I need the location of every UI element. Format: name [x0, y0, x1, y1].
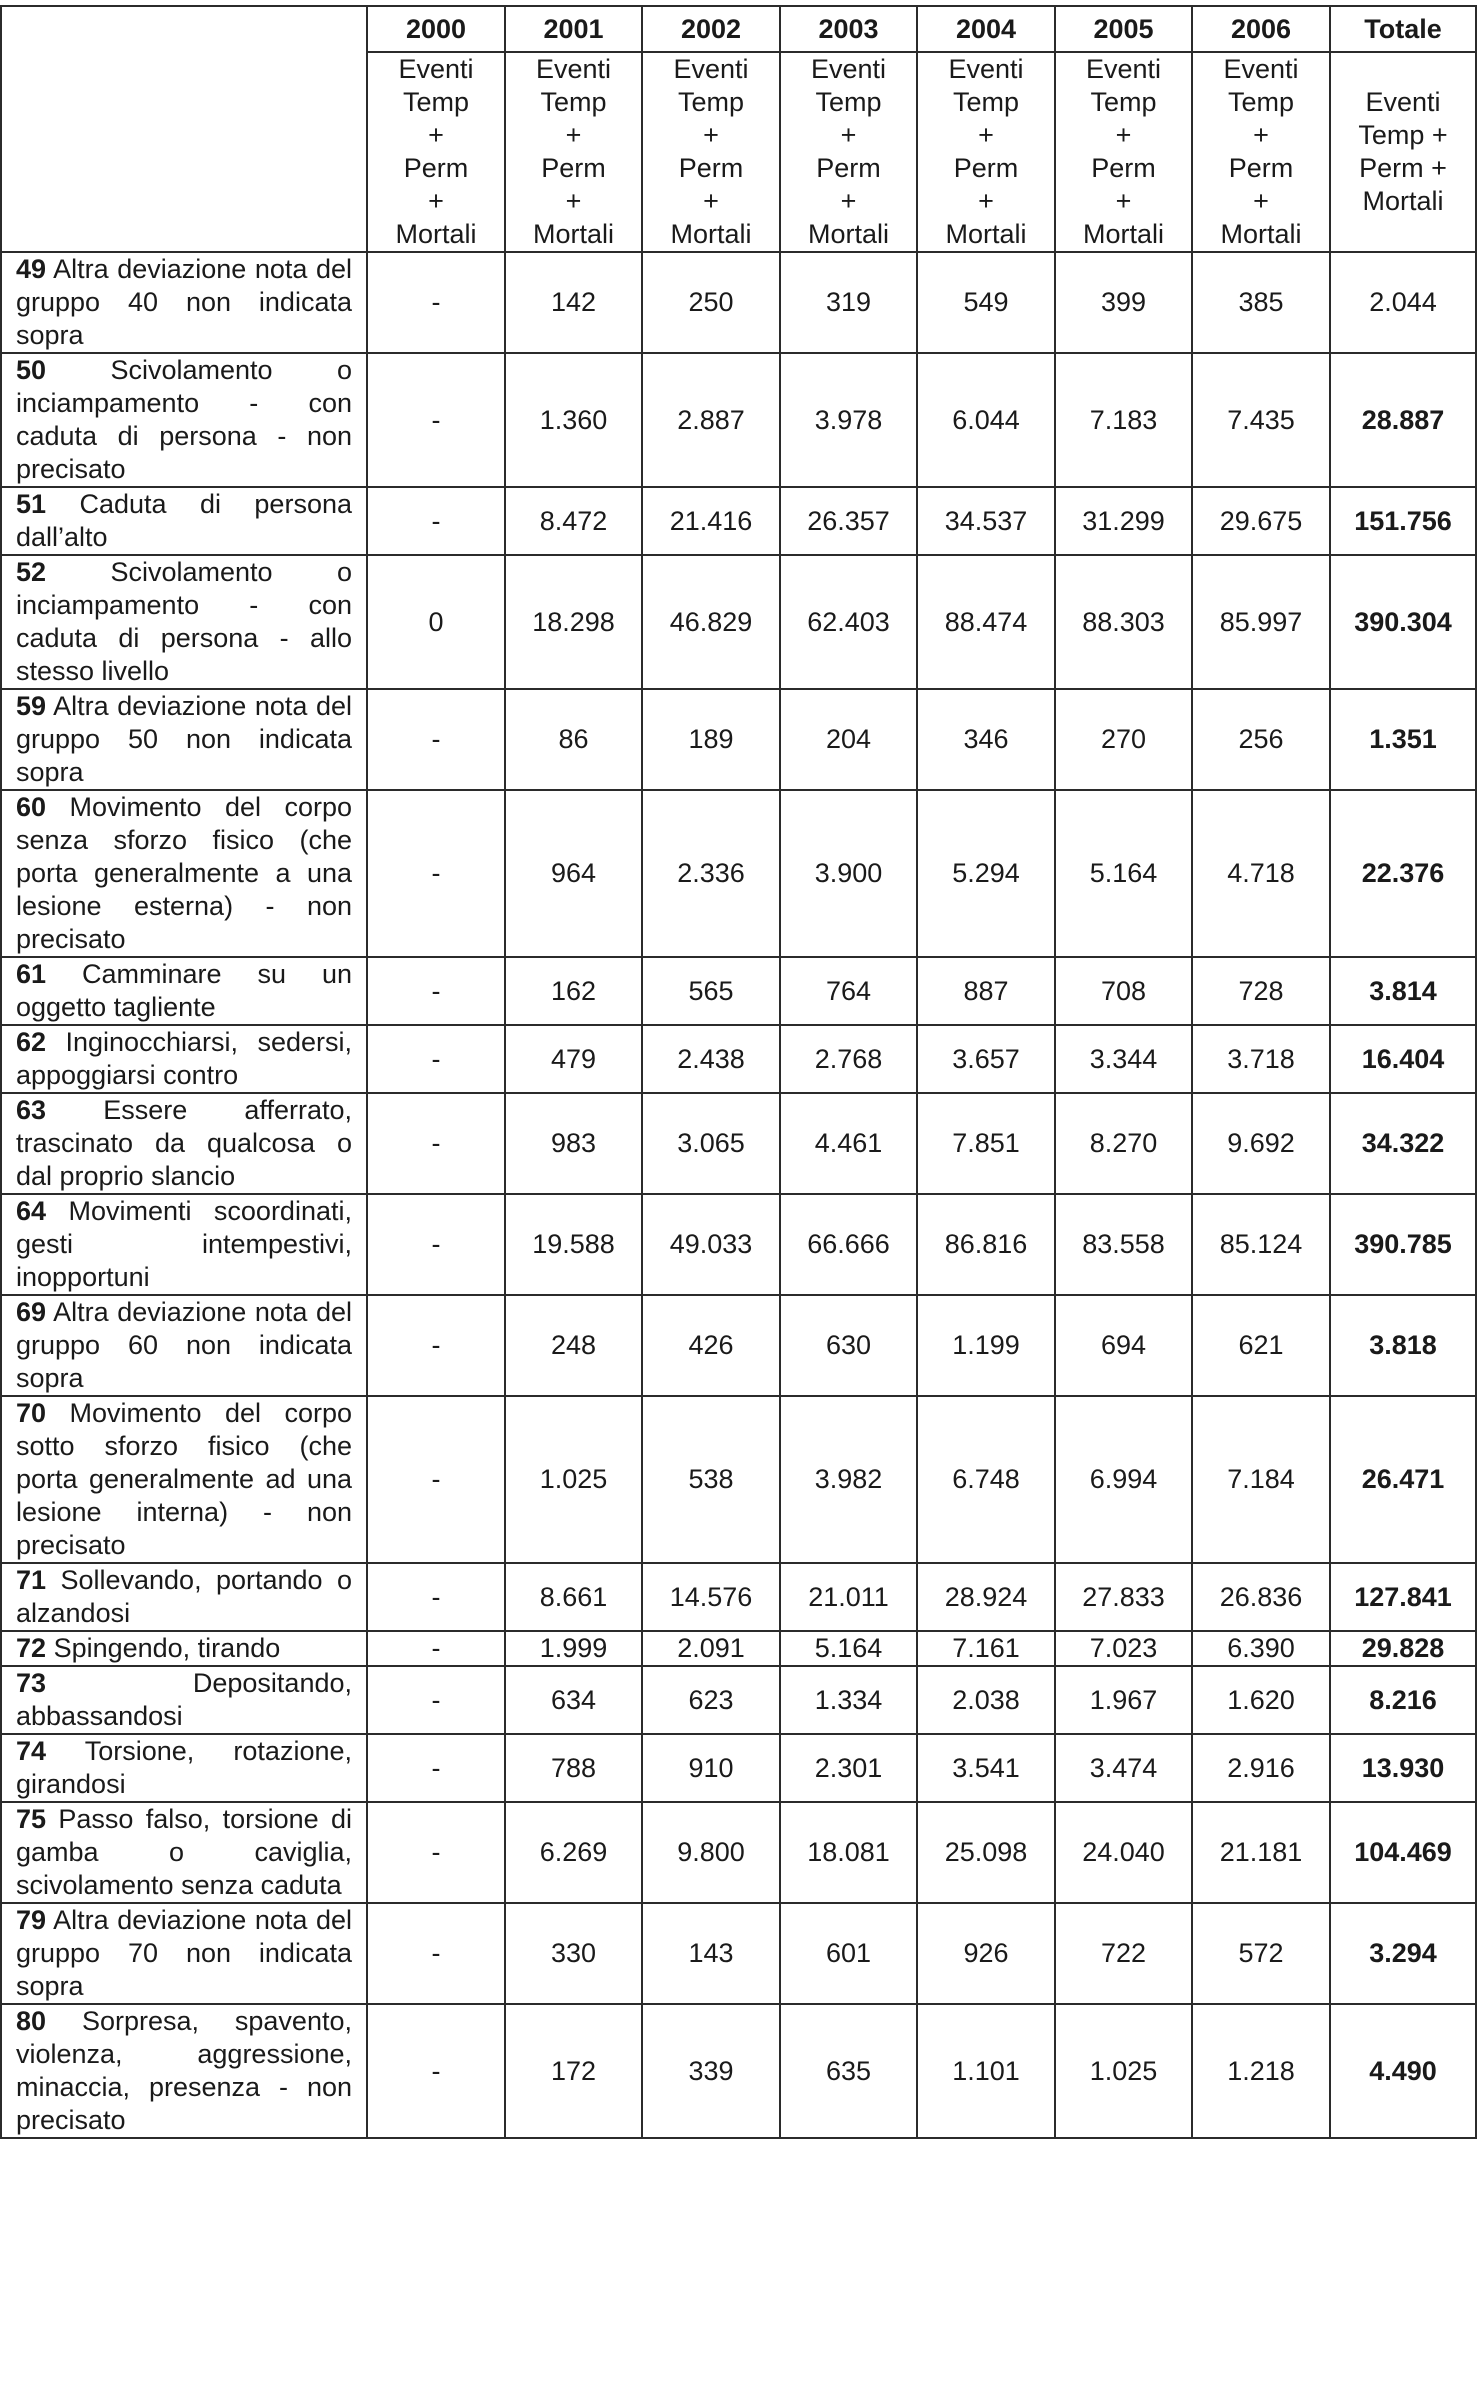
value-cell: - [367, 1025, 505, 1093]
value-cell: 4.461 [780, 1093, 917, 1194]
row-description: Altra deviazione nota del gruppo 50 non indicata sopra [16, 691, 352, 787]
value-cell: 1.025 [505, 1396, 642, 1563]
value-cell: 1.101 [917, 2004, 1055, 2138]
row-description: Altra deviazione nota del gruppo 70 non indicata sopra [16, 1905, 352, 2001]
total-cell: 3.818 [1330, 1295, 1476, 1396]
value-cell: 426 [642, 1295, 780, 1396]
value-cell: 2.768 [780, 1025, 917, 1093]
subheader-text: Eventi Temp + Perm + Mortali [1220, 54, 1302, 249]
value-cell: 601 [780, 1903, 917, 2004]
value-cell: 1.360 [505, 353, 642, 487]
value-cell: 8.661 [505, 1563, 642, 1631]
value-cell: 1.218 [1192, 2004, 1330, 2138]
table-row [1, 2004, 1476, 2138]
value-cell: - [367, 1194, 505, 1295]
value-cell: 6.044 [917, 353, 1055, 487]
value-cell: 399 [1055, 252, 1192, 353]
row-description: Scivolamento o inciampamento - con caduta di persona - allo stesso livello [16, 557, 352, 686]
total-cell: 390.785 [1330, 1194, 1476, 1295]
row-label [1, 353, 367, 487]
value-cell: 86 [505, 689, 642, 790]
value-cell: 85.997 [1192, 555, 1330, 689]
row-code: 50 [16, 355, 47, 385]
row-code: 74 [16, 1736, 47, 1766]
value-cell: 2.916 [1192, 1734, 1330, 1802]
row-code: 79 [16, 1905, 47, 1935]
value-cell: 708 [1055, 957, 1192, 1025]
row-description: Sorpresa, spavento, violenza, aggressione, minaccia, presenza - non precisato [16, 2006, 352, 2135]
value-cell: 3.718 [1192, 1025, 1330, 1093]
value-cell: 764 [780, 957, 917, 1025]
row-label [1, 1734, 367, 1802]
value-cell: 18.298 [505, 555, 642, 689]
subheader-cell [505, 52, 642, 252]
column-header-2000: 2000 [367, 6, 505, 52]
row-code: 75 [16, 1804, 47, 1834]
value-cell: - [367, 1734, 505, 1802]
value-cell: - [367, 2004, 505, 2138]
value-cell: 19.588 [505, 1194, 642, 1295]
row-code: 62 [16, 1027, 47, 1057]
value-cell: 7.184 [1192, 1396, 1330, 1563]
value-cell: 88.303 [1055, 555, 1192, 689]
value-cell: 7.023 [1055, 1631, 1192, 1666]
row-description: Sollevando, portando o alzandosi [16, 1565, 352, 1628]
row-label [1, 1631, 367, 1666]
value-cell: 9.692 [1192, 1093, 1330, 1194]
total-cell: 3.814 [1330, 957, 1476, 1025]
table-row [1, 1666, 1476, 1734]
row-code: 69 [16, 1297, 47, 1327]
value-cell: - [367, 353, 505, 487]
value-cell: 3.657 [917, 1025, 1055, 1093]
value-cell: 694 [1055, 1295, 1192, 1396]
value-cell: 142 [505, 252, 642, 353]
value-cell: 21.416 [642, 487, 780, 555]
value-cell: 623 [642, 1666, 780, 1734]
total-cell: 8.216 [1330, 1666, 1476, 1734]
row-code: 52 [16, 557, 47, 587]
total-cell: 29.828 [1330, 1631, 1476, 1666]
subheader-text: Eventi Temp + Perm + Mortali [807, 54, 889, 249]
value-cell: 319 [780, 252, 917, 353]
table-row [1, 1631, 1476, 1666]
row-label [1, 487, 367, 555]
total-cell: 151.756 [1330, 487, 1476, 555]
value-cell: 2.091 [642, 1631, 780, 1666]
row-label [1, 1025, 367, 1093]
value-cell: 14.576 [642, 1563, 780, 1631]
value-cell: 26.357 [780, 487, 917, 555]
value-cell: 24.040 [1055, 1802, 1192, 1903]
subheader-cell [642, 52, 780, 252]
value-cell: 910 [642, 1734, 780, 1802]
row-code: 72 [16, 1633, 47, 1663]
value-cell: 572 [1192, 1903, 1330, 2004]
value-cell: 7.851 [917, 1093, 1055, 1194]
value-cell: 25.098 [917, 1802, 1055, 1903]
subheader-text: Eventi Temp + Perm + Mortali [670, 54, 752, 249]
row-label [1, 1093, 367, 1194]
value-cell: 1.334 [780, 1666, 917, 1734]
table-row [1, 790, 1476, 957]
value-cell: 2.038 [917, 1666, 1055, 1734]
row-code: 49 [16, 254, 47, 284]
value-cell: 8.472 [505, 487, 642, 555]
value-cell: - [367, 957, 505, 1025]
row-label [1, 957, 367, 1025]
value-cell: 479 [505, 1025, 642, 1093]
column-header-2003: 2003 [780, 6, 917, 52]
value-cell: 1.199 [917, 1295, 1055, 1396]
value-cell: 2.887 [642, 353, 780, 487]
row-code: 70 [16, 1398, 47, 1428]
row-code: 59 [16, 691, 47, 721]
value-cell: 143 [642, 1903, 780, 2004]
value-cell: 635 [780, 2004, 917, 2138]
value-cell: 3.978 [780, 353, 917, 487]
value-cell: - [367, 487, 505, 555]
row-label [1, 1666, 367, 1734]
table-row [1, 1734, 1476, 1802]
column-header-2004: 2004 [917, 6, 1055, 52]
row-label [1, 689, 367, 790]
value-cell: 86.816 [917, 1194, 1055, 1295]
value-cell: 1.967 [1055, 1666, 1192, 1734]
value-cell: - [367, 1563, 505, 1631]
total-cell: 4.490 [1330, 2004, 1476, 2138]
table-row [1, 353, 1476, 487]
value-cell: 21.011 [780, 1563, 917, 1631]
row-label [1, 1295, 367, 1396]
value-cell: 3.474 [1055, 1734, 1192, 1802]
subheader-cell [1330, 52, 1476, 252]
table-row [1, 1802, 1476, 1903]
row-label [1, 1396, 367, 1563]
total-cell: 390.304 [1330, 555, 1476, 689]
row-label [1, 1903, 367, 2004]
value-cell: 27.833 [1055, 1563, 1192, 1631]
total-cell: 104.469 [1330, 1802, 1476, 1903]
row-label [1, 555, 367, 689]
row-description: Torsione, rotazione, girandosi [16, 1736, 352, 1799]
row-label [1, 790, 367, 957]
value-cell: 634 [505, 1666, 642, 1734]
table-row [1, 1563, 1476, 1631]
value-cell: 21.181 [1192, 1802, 1330, 1903]
value-cell: 8.270 [1055, 1093, 1192, 1194]
value-cell: 88.474 [917, 555, 1055, 689]
value-cell: 31.299 [1055, 487, 1192, 555]
row-description: Essere afferrato, trascinato da qualcosa o dal proprio slancio [16, 1095, 352, 1191]
row-code: 80 [16, 2006, 47, 2036]
table-row [1, 1903, 1476, 2004]
column-header-2005: 2005 [1055, 6, 1192, 52]
value-cell: 2.336 [642, 790, 780, 957]
value-cell: 4.718 [1192, 790, 1330, 957]
value-cell: 3.541 [917, 1734, 1055, 1802]
value-cell: 66.666 [780, 1194, 917, 1295]
row-description: Movimento del corpo sotto sforzo fisico (che porta generalmente ad una lesione interna) - non precisato [16, 1398, 352, 1560]
row-description: Spingendo, tirando [53, 1633, 281, 1663]
value-cell: 630 [780, 1295, 917, 1396]
value-cell: - [367, 1396, 505, 1563]
value-cell: 330 [505, 1903, 642, 2004]
value-cell: 2.301 [780, 1734, 917, 1802]
value-cell: 346 [917, 689, 1055, 790]
subheader-cell [917, 52, 1055, 252]
row-description: Altra deviazione nota del gruppo 40 non indicata sopra [16, 254, 352, 350]
subheader-cell [1192, 52, 1330, 252]
value-cell: 7.161 [917, 1631, 1055, 1666]
value-cell: 49.033 [642, 1194, 780, 1295]
subheader-text: Eventi Temp + Perm + Mortali [1082, 54, 1164, 249]
row-code: 71 [16, 1565, 47, 1595]
value-cell: 83.558 [1055, 1194, 1192, 1295]
total-cell: 16.404 [1330, 1025, 1476, 1093]
subheader-cell [367, 52, 505, 252]
table-body [1, 252, 1476, 2138]
value-cell: 6.390 [1192, 1631, 1330, 1666]
total-cell: 2.044 [1330, 252, 1476, 353]
value-cell: 3.065 [642, 1093, 780, 1194]
value-cell: 34.537 [917, 487, 1055, 555]
subheader-text: Eventi Temp + Perm + Mortali [532, 54, 614, 249]
value-cell: 62.403 [780, 555, 917, 689]
row-label [1, 2004, 367, 2138]
value-cell: 189 [642, 689, 780, 790]
value-cell: - [367, 790, 505, 957]
value-cell: 983 [505, 1093, 642, 1194]
table-row [1, 1396, 1476, 1563]
table-row [1, 689, 1476, 790]
value-cell: 5.164 [780, 1631, 917, 1666]
subheader-cell [780, 52, 917, 252]
row-label [1, 252, 367, 353]
row-code: 60 [16, 792, 47, 822]
value-cell: 0 [367, 555, 505, 689]
value-cell: - [367, 1802, 505, 1903]
total-cell: 28.887 [1330, 353, 1476, 487]
row-code: 73 [16, 1668, 47, 1698]
year-header-row [1, 6, 1476, 52]
value-cell: 339 [642, 2004, 780, 2138]
value-cell: 385 [1192, 252, 1330, 353]
total-cell: 127.841 [1330, 1563, 1476, 1631]
value-cell: 270 [1055, 689, 1192, 790]
row-code: 63 [16, 1095, 47, 1125]
row-label [1, 1563, 367, 1631]
row-description: Movimento del corpo senza sforzo fisico (che porta generalmente a una lesione esterna) - non precisato [16, 792, 352, 954]
row-description: Inginocchiarsi, sedersi, appoggiarsi contro [16, 1027, 352, 1090]
value-cell: 172 [505, 2004, 642, 2138]
row-code: 64 [16, 1196, 47, 1226]
total-cell: 22.376 [1330, 790, 1476, 957]
total-cell: 13.930 [1330, 1734, 1476, 1802]
value-cell: 248 [505, 1295, 642, 1396]
table-row [1, 1194, 1476, 1295]
column-header-totale: Totale [1330, 6, 1476, 52]
row-description: Camminare su un oggetto tagliente [16, 959, 352, 1022]
value-cell: 250 [642, 252, 780, 353]
row-description: Altra deviazione nota del gruppo 60 non indicata sopra [16, 1297, 352, 1393]
column-header-2006: 2006 [1192, 6, 1330, 52]
value-cell: 6.994 [1055, 1396, 1192, 1563]
value-cell: 6.748 [917, 1396, 1055, 1563]
value-cell: 3.344 [1055, 1025, 1192, 1093]
column-header-2001: 2001 [505, 6, 642, 52]
value-cell: 28.924 [917, 1563, 1055, 1631]
subheader-text: Eventi Temp + Perm + Mortali [395, 54, 477, 249]
row-description: Scivolamento o inciampamento - con caduta di persona - non precisato [16, 355, 352, 484]
value-cell: 29.675 [1192, 487, 1330, 555]
value-cell: 926 [917, 1903, 1055, 2004]
value-cell: 26.836 [1192, 1563, 1330, 1631]
value-cell: - [367, 1093, 505, 1194]
value-cell: 1.620 [1192, 1666, 1330, 1734]
injury-deviation-table [0, 5, 1477, 2139]
value-cell: 46.829 [642, 555, 780, 689]
row-label [1, 1194, 367, 1295]
total-cell: 34.322 [1330, 1093, 1476, 1194]
value-cell: 7.183 [1055, 353, 1192, 487]
value-cell: - [367, 1295, 505, 1396]
table-row [1, 252, 1476, 353]
value-cell: - [367, 1666, 505, 1734]
row-code: 51 [16, 489, 47, 519]
total-cell: 26.471 [1330, 1396, 1476, 1563]
corner-cell [1, 6, 367, 252]
value-cell: 964 [505, 790, 642, 957]
value-cell: - [367, 1631, 505, 1666]
subheader-text: Eventi Temp + Perm + Mortali [945, 54, 1027, 249]
table-row [1, 1025, 1476, 1093]
value-cell: 1.025 [1055, 2004, 1192, 2138]
value-cell: 256 [1192, 689, 1330, 790]
value-cell: 722 [1055, 1903, 1192, 2004]
table-row [1, 1093, 1476, 1194]
row-description: Passo falso, torsione di gamba o caviglia, scivolamento senza caduta [16, 1804, 352, 1900]
value-cell: 1.999 [505, 1631, 642, 1666]
value-cell: 2.438 [642, 1025, 780, 1093]
value-cell: 788 [505, 1734, 642, 1802]
value-cell: - [367, 252, 505, 353]
table-row [1, 957, 1476, 1025]
value-cell: 7.435 [1192, 353, 1330, 487]
value-cell: 538 [642, 1396, 780, 1563]
value-cell: 204 [780, 689, 917, 790]
table-row [1, 487, 1476, 555]
value-cell: 621 [1192, 1295, 1330, 1396]
value-cell: 162 [505, 957, 642, 1025]
subheader-text: Eventi Temp + Perm + Mortali [1358, 87, 1448, 216]
value-cell: 887 [917, 957, 1055, 1025]
total-cell: 1.351 [1330, 689, 1476, 790]
value-cell: 18.081 [780, 1802, 917, 1903]
value-cell: 85.124 [1192, 1194, 1330, 1295]
value-cell: 5.164 [1055, 790, 1192, 957]
value-cell: 728 [1192, 957, 1330, 1025]
table-row [1, 1295, 1476, 1396]
row-description: Movimenti scoordinati, gesti intempestivi, inopportuni [16, 1196, 352, 1292]
subheader-cell [1055, 52, 1192, 252]
row-description: Caduta di persona dall’alto [16, 489, 352, 552]
value-cell: 9.800 [642, 1802, 780, 1903]
total-cell: 3.294 [1330, 1903, 1476, 2004]
row-label [1, 1802, 367, 1903]
value-cell: 3.900 [780, 790, 917, 957]
table-row [1, 555, 1476, 689]
value-cell: - [367, 1903, 505, 2004]
value-cell: 5.294 [917, 790, 1055, 957]
value-cell: 549 [917, 252, 1055, 353]
value-cell: 3.982 [780, 1396, 917, 1563]
column-header-2002: 2002 [642, 6, 780, 52]
value-cell: 565 [642, 957, 780, 1025]
value-cell: 6.269 [505, 1802, 642, 1903]
value-cell: - [367, 689, 505, 790]
row-code: 61 [16, 959, 47, 989]
row-description: Depositando, abbassandosi [16, 1668, 352, 1731]
